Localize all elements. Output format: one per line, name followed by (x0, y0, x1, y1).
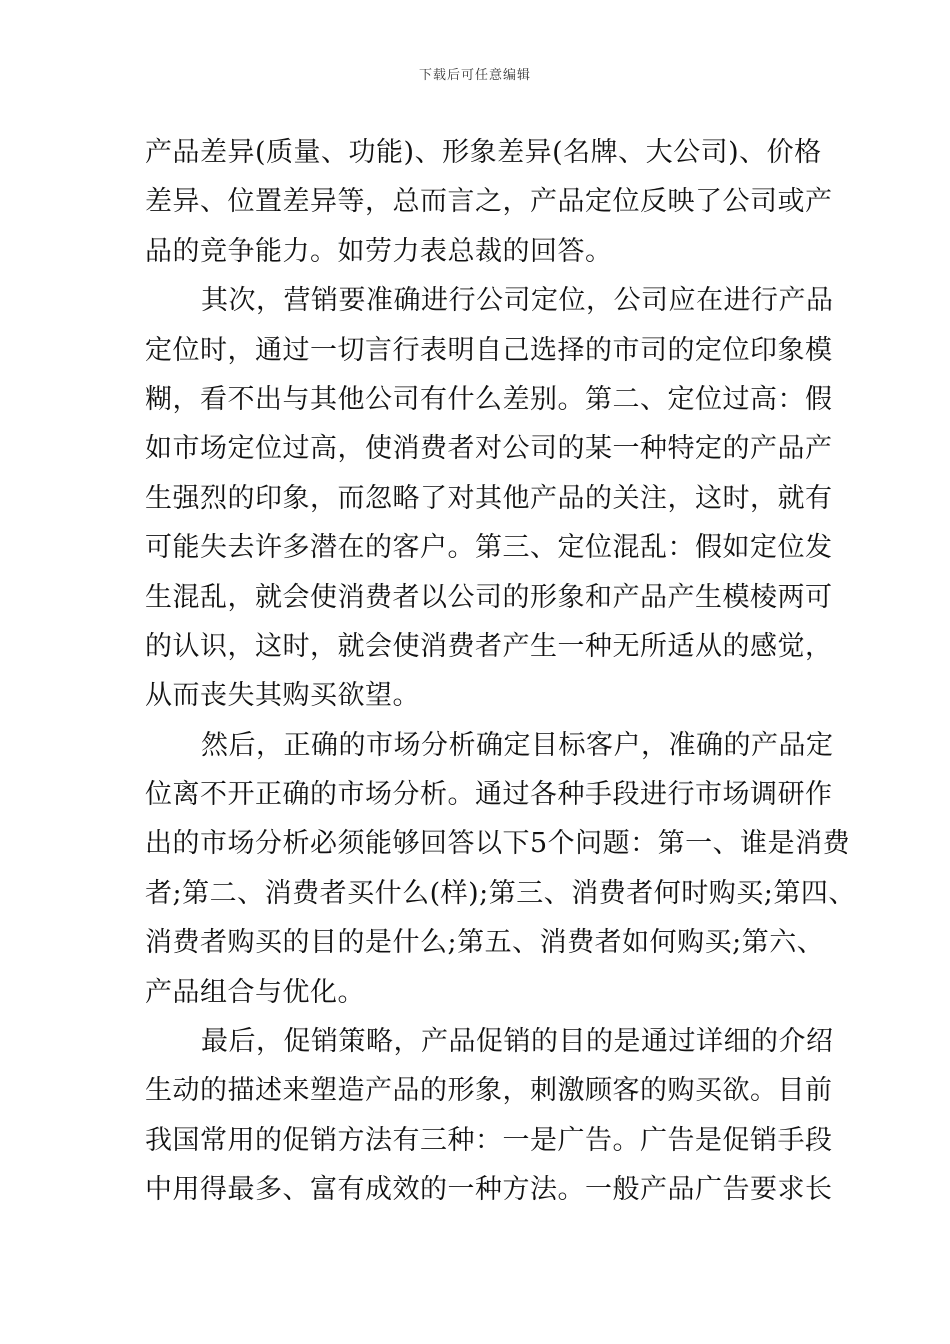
text-line: 出的市场分析必须能够回答以下5个问题：第一、谁是消费 (145, 828, 851, 860)
text-line: 最后，促销策略，产品促销的目的是通过详细的介绍 (201, 1026, 834, 1058)
text-line: 如市场定位过高，使消费者对公司的某一种特定的产品产 (145, 433, 833, 465)
text-line: 者;第二、消费者买什么(样);第三、消费者何时购买;第四、 (145, 877, 856, 909)
text-line: 生混乱，就会使消费者以公司的形象和产品产生模棱两可 (145, 581, 833, 613)
text-line: 的认识，这时，就会使消费者产生一种无所适从的感觉， (145, 630, 833, 662)
paragraph-3 (145, 721, 856, 1017)
text-line: 定位时，通过一切言行表明自己选择的市司的定位印象模 (145, 334, 833, 366)
text-line: 然后，正确的市场分析确定目标客户，准确的产品定 (201, 729, 834, 761)
text-line: 位离不开正确的市场分析。通过各种手段进行市场调研作 (145, 779, 833, 811)
paragraph-1 (145, 128, 833, 276)
text-line: 从而丧失其购买欲望。 (145, 680, 420, 712)
text-line: 产品组合与优化。 (145, 976, 365, 1008)
text-line: 产品差异(质量、功能)、形象差异(名牌、大公司)、价格 (145, 137, 822, 168)
text-line: 我国常用的促销方法有三种：一是广告。广告是促销手段 (145, 1124, 833, 1156)
text-line: 可能失去许多潜在的客户。第三、定位混乱：假如定位发 (145, 532, 833, 564)
text-line: 糊，看不出与其他公司有什么差别。第二、定位过高：假 (145, 383, 833, 415)
page-header: 下载后可任意编辑 (418, 68, 531, 83)
document-body (145, 128, 856, 1215)
text-line: 中用得最多、富有成效的一种方法。一般产品广告要求长 (145, 1174, 833, 1206)
text-line: 消费者购买的目的是什么;第五、消费者如何购买;第六、 (145, 927, 825, 959)
paragraph-2 (145, 276, 834, 721)
text-line: 差异、位置差异等，总而言之，产品定位反映了公司或产 (145, 186, 833, 218)
paragraph-4 (145, 1017, 834, 1215)
text-line: 其次，营销要准确进行公司定位，公司应在进行产品 (201, 285, 834, 317)
text-line: 生动的描述来塑造产品的形象，刺激顾客的购买欲。目前 (145, 1075, 833, 1107)
text-line: 生强烈的印象，而忽略了对其他产品的关注，这时，就有 (145, 482, 833, 514)
text-line: 品的竞争能力。如劳力表总裁的回答。 (145, 235, 613, 267)
